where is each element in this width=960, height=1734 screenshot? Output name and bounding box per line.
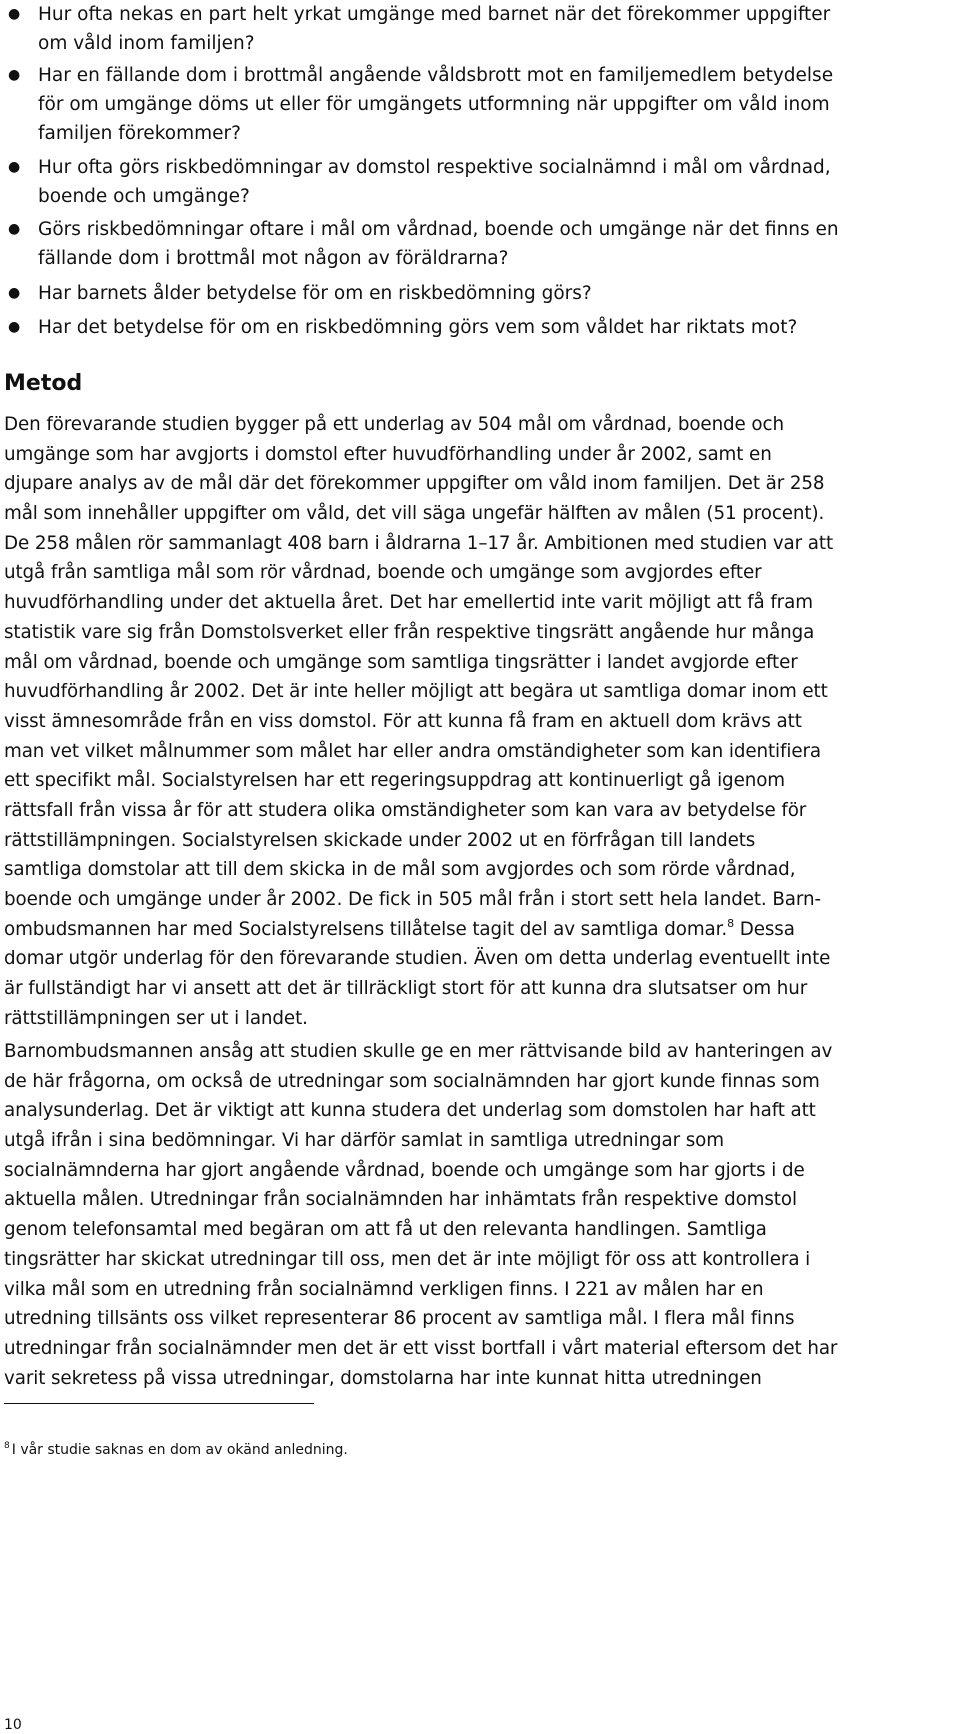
bullet-icon: ● [8,285,21,301]
paragraph-line: utredning tillsänts oss vilket representerar 86 procent av samtliga mål. I flera mål finns [4,1308,795,1330]
footnote-divider [4,1403,314,1404]
paragraph-line: statistik vare sig från Domstolsverket eller från respektive tingsrätt angående hur många [4,621,815,643]
paragraph-line: boende och umgänge under år 2002. De fick in 505 mål från i stort sett hela landet. Barn- [4,889,821,910]
paragraph-line: tingsrätter har skickat utredningar till oss, men det är inte möjligt för oss att kontrollera i [4,1248,811,1270]
paragraph-line: Barnombudsmannen ansåg att studien skulle ge en mer rättvisande bild av hanteringen av [4,1041,833,1062]
paragraph-line: De 258 målen rör sammanlagt 408 barn i åldrarna 1–17 år. Ambitionen med studien var att [4,532,834,554]
footnote-mark: 8 [4,1441,10,1451]
paragraph-line: man vet vilket målnummer som målet har eller andra omständigheter som kan identifiera [4,740,821,762]
bullet-icon: ● [8,221,21,237]
body-paragraph [4,1037,956,1393]
paragraph-line-text: Dessa [734,918,795,940]
paragraph-line: genom telefonsamtal med begäran om att få ut den relevanta handlingen. Samtliga [4,1219,767,1241]
paragraph-line: Den förevarande studien bygger på ett underlag av 504 mål om vårdnad, boende och [4,414,784,435]
paragraph-line: rättstillämpningen ser ut i landet. [4,1007,308,1029]
paragraph-line: utgå ifrån i sina bedömningar. Vi har därför samlat in samtliga utredningar som [4,1130,724,1152]
paragraph-line: rättsfall från vissa år för att studera olika omständigheter som kan vara av betydelse för [4,799,807,821]
paragraph-line: de här frågorna, om också de utredningar som socialnämnden har gjort kunde finnas som [4,1070,820,1092]
paragraph-line: mål om vårdnad, boende och umgänge som samtliga tingsrätter i landet avgjorde efter [4,651,798,673]
paragraph-line: djupare analys av de mål där det förekommer uppgifter om våld inom familjen. Det är 258 [4,473,825,495]
paragraph-line: varit sekretess på vissa utredningar, domstolarna har inte kunnat hitta utredningen [4,1367,762,1389]
list-item-line: om våld inom familjen? [38,33,255,54]
list-item-line: Hur ofta nekas en part helt yrkat umgänge med barnet när det förekommer uppgifter [38,4,831,25]
list-item-line: Görs riskbedömningar oftare i mål om vårdnad, boende och umgänge när det finns en [38,219,839,240]
paragraph-line: samtliga domstolar att till dem skicka in de mål som avgjordes och som rörde vårdnad, [4,859,796,881]
paragraph-line: huvudförhandling under det aktuella året. Det har emellertid inte varit möjligt att få fram [4,592,813,614]
body-paragraph [4,410,956,1033]
footnote [4,1440,348,1460]
bullet-icon: ● [8,159,21,175]
paragraph-line: vilka mål som en utredning från socialnämnd verkligen finns. I 221 av målen har en [4,1278,764,1300]
footnote-reference: 8 [727,916,735,930]
paragraph-line: huvudförhandling år 2002. Det är inte heller möjligt att begära ut samtliga domar inom ett [4,681,828,703]
paragraph-line: analysunderlag. Det är viktigt att kunna studera det underlag som domstolen har haft att [4,1100,816,1122]
paragraph-line: utredningar från socialnämnder men det är ett visst bortfall i vårt material eftersom det har [4,1337,838,1359]
paragraph-line-text: ombudsmannen har med Socialstyrelsens tillåtelse tagit del av samtliga domar. [4,918,728,940]
paragraph-line: socialnämnderna har gjort angående vårdnad, boende och umgänge som har gjorts i de [4,1159,805,1181]
list-item-line: Har barnets ålder betydelse för om en riskbedömning görs? [38,283,592,304]
footnote-text: I vår studie saknas en dom av okänd anledning. [11,1442,348,1458]
paragraph-line: umgänge som har avgjorts i domstol efter huvudförhandling under år 2002, samt en [4,443,772,465]
section-heading: Metod [4,371,83,396]
paragraph-line: är fullständigt har vi ansett att det är tillräckligt stort för att kunna dra slutsatser om hur [4,978,808,1000]
list-item-line: Hur ofta görs riskbedömningar av domstol respektive socialnämnd i mål om vårdnad, [38,157,831,178]
list-item-line: fällande dom i brottmål mot någon av föräldrarna? [38,248,509,269]
list-item-line: Har det betydelse för om en riskbedömning görs vem som våldet har riktats mot? [38,317,798,338]
paragraph-line: mål som innehåller uppgifter om våld, det vill säga ungefär hälften av målen (51 procent). [4,503,825,525]
bullet-icon: ● [8,67,21,83]
paragraph-line: ett specifikt mål. Socialstyrelsen har ett regeringsuppdrag att kontinuerligt gå igenom [4,770,785,792]
page-number: 10 [4,1717,22,1733]
paragraph-line: utgå från samtliga mål som rör vårdnad, boende och umgänge som avgjordes efter [4,562,762,584]
list-item-line: för om umgänge döms ut eller för umgängets utformning när uppgifter om våld inom [38,94,830,115]
paragraph-line: aktuella målen. Utredningar från socialnämnden har inhämtats från respektive domstol [4,1189,797,1211]
list-item-line: familjen förekommer? [38,123,241,144]
paragraph-line: domar utgör underlag för den förevarande studien. Även om detta underlag eventuellt inte [4,948,831,970]
bullet-icon: ● [8,6,21,22]
bullet-icon: ● [8,319,21,335]
paragraph-line [4,915,956,945]
list-item-line: boende och umgänge? [38,186,250,207]
paragraph-line: rättstillämpningen. Socialstyrelsen skickade under 2002 ut en förfrågan till landets [4,829,756,851]
paragraph-line: visst ämnesområde från en viss domstol. För att kunna få fram en aktuell dom krävs att [4,710,802,732]
list-item-line: Har en fällande dom i brottmål angående våldsbrott mot en familjemedlem betydelse [38,65,834,86]
